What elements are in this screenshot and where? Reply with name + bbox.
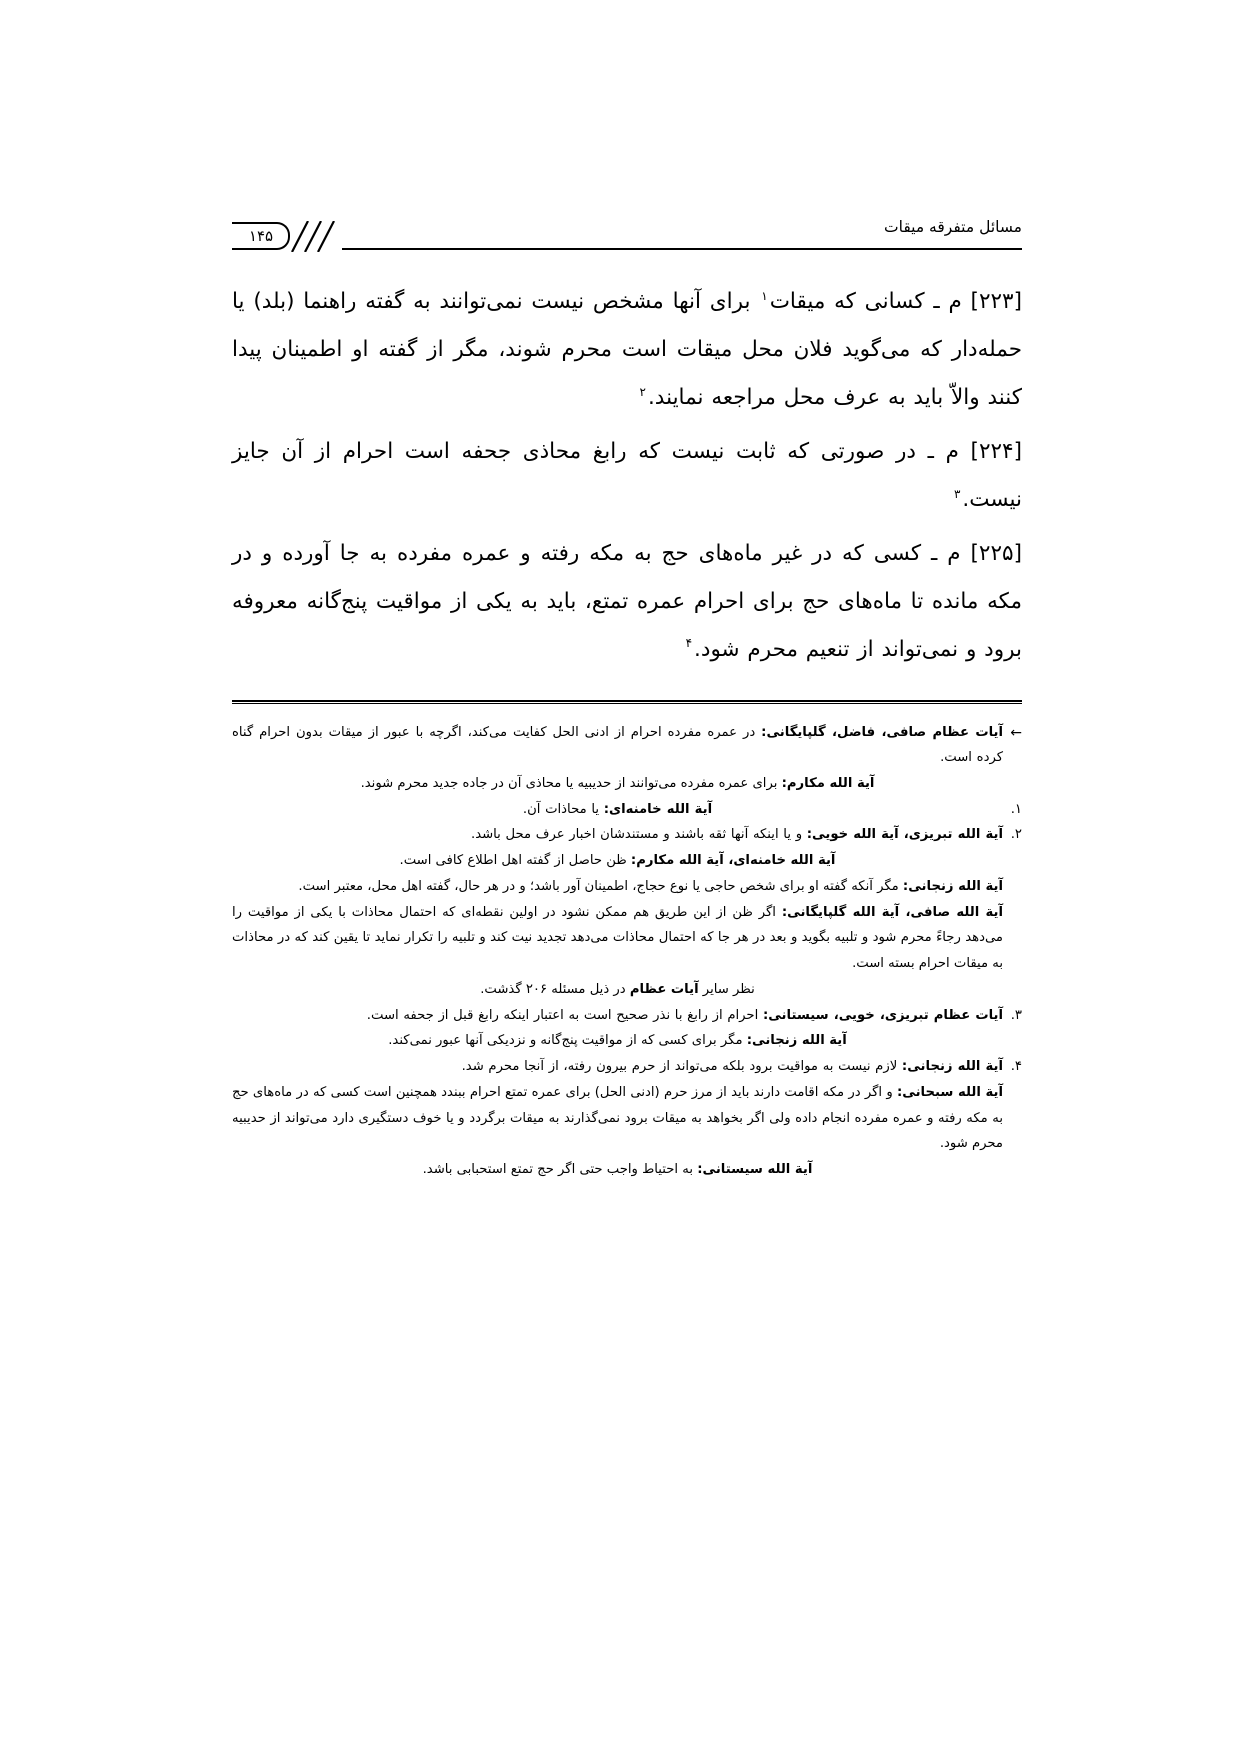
footnote-text: برای عمره مفرده می‌توانند از حدیبیه یا محاذی آن در جاده جدید محرم شوند. [360,775,782,791]
footnote-2-sub-3 [232,977,1003,1003]
masale-225-number: [۲۲۵] م [947,540,1022,566]
footnote-authority: آیة الله مکارم: [781,775,875,791]
footnote-2-body [232,822,1003,848]
footnote-authority: آیة الله سیستانی: [697,1161,813,1177]
footnote-authority: آیات عظام تبریزی، خویی، سیستانی: [762,1007,1003,1023]
footnote-1 [232,797,1022,823]
page-number: ۱۴۵ [248,227,274,245]
header-rule [342,248,1022,250]
footnote-2 [232,822,1022,848]
masale-223-text-middle: برای آنها مشخص نیست نمی‌توانند به گفته راهنما (بلد) یا حمله‌دار که می‌گوید فلان محل میقات است محرم شوند، مگر از گفته او اطمینان پیدا کنند والاّ باید به عرف محل مراجعه نمایند. [232,289,1022,410]
masale-225 [232,530,1022,674]
footnote-text: در عمره مفرده احرام از ادنی الحل کفایت می‌کند، اگرچه با عبور از میقات بدون احرام گناه کرده است. [232,724,1003,766]
footnote-ref-4: ۴ [685,636,693,651]
footnote-text: مگر برای کسی که از مواقیت پنج‌گانه و نزدیکی آنها عبور نمی‌کند. [388,1033,747,1049]
footnote-4 [232,1054,1022,1080]
footnote-separator [232,700,1022,704]
footnote-authority: آیة الله زنجانی: [901,1059,1003,1075]
footnote-text: و یا اینکه آنها ثقه باشند و مستندشان اخبار عرف محل باشد. [471,827,807,843]
body-text [232,278,1022,674]
footnote-2-sub-0 [232,848,1003,874]
footnote-1-marker: ۱. [1010,801,1022,817]
footnote-text: اگر ظن از این طریق هم ممکن نشود در اولین نقطه‌ای که احتمال محاذات با یکی از مواقیت را می‌دهد رجاءً محرم شود و تلبیه بگوید و بعد در هر جا که احتمال محاذات می‌دهد تجدید نیت کند و تلبیه را تکرار نماید تا یقین کند که در محاذات به میقات احرام بسته است. [232,904,1003,972]
footnote-authority: آیة الله زنجانی: [902,878,1003,894]
header-title: مسائل متفرقه میقات [884,218,1022,236]
page-content [232,214,1022,1183]
footnote-2-sub-1 [232,874,1003,900]
footnote-text: به احتیاط واجب حتی اگر حج تمتع استحبابی باشد. [422,1161,698,1177]
footnote-1-body [232,797,1003,823]
footnote-continuation-sub-0 [232,771,1003,797]
footnote-authority: آیة الله سبحانی: [896,1084,1003,1100]
footnote-authority: آیة الله زنجانی: [746,1033,847,1049]
footnote-text: یا محاذات آن. [522,801,604,817]
masale-225-text: کسی که در غیر ماه‌های حج به مکه رفته و عمره مفرده به جا آورده و در مکه مانده تا ماه‌های حج برای احرام عمره تمتع، باید به یکی از مواقیت پنج‌گانه معروفه برود و نمی‌تواند از تنعیم محرم شود. [232,540,1022,662]
footnote-authority: آیة الله تبریزی، آیة الله خویی: [806,827,1003,843]
footnote-4-sub-0 [232,1080,1003,1157]
masale-223 [232,278,1022,422]
masale-224-number: [۲۲۴] م [945,438,1022,464]
footnote-4-marker: ۴. [1010,1059,1022,1075]
footnotes-block [232,720,1022,1183]
footnote-authority: آیة الله صافی، آیة الله گلپایگانی: [781,904,1004,920]
footnote-4-sub-1 [232,1157,1003,1183]
footnote-3-sub-0 [232,1028,1003,1054]
masale-225-dash: ـ [931,540,938,566]
footnote-text: احرام از رابغ با نذر صحیح است به اعتبار اینکه رابغ قبل از جحفه است. [366,1007,763,1023]
footnote-authority: آیات عظام [629,981,699,997]
running-header [232,214,1022,260]
footnote-3-marker: ۳. [1010,1007,1022,1023]
masale-223-text-before: کسانی که میقات [769,289,925,314]
triple-slash-icon [288,221,342,252]
footnote-continuation [232,720,1022,771]
footnote-ref-3: ۳ [953,486,961,501]
masale-224-text: در صورتی که ثابت نیست که رابغ محاذی جحفه است احرام از آن جایز نیست. [232,438,1022,512]
footnote-text: مگر آنکه گفته او برای شخص حاجی یا نوع حجاج، اطمینان آور باشد؛ و در هر حال، گفته اهل محل، معتبر است. [298,878,903,894]
footnote-2-marker: ۲. [1010,827,1022,843]
footnote-3 [232,1003,1022,1029]
folio-badge [232,222,340,252]
footnote-text: و اگر در مکه اقامت دارند باید از مرز حرم (ادنی الحل) برای عمره تمتع احرام ببندد همچنین است کسی که در ماه‌های حج به مکه رفته و عمره مفرده انجام داده ولی اگر بخواهد به میقات برود نمی‌گذارند به میقات برگردد و یا خوف دستگیری دارد می‌تواند از حدیبیه محرم شود. [232,1084,1003,1152]
footnote-authority: آیة الله خامنه‌ای: [603,801,713,817]
footnote-authority: آیة الله خامنه‌ای، آیة الله مکارم: [630,853,836,869]
footnote-cross-ref-text: در ذیل مسئله ۲۰۶ گذشت. [480,981,630,997]
masale-223-number: [۲۲۳] م [948,289,1022,314]
footnote-4-body [232,1054,1003,1080]
masale-224-dash: ـ [927,438,934,464]
footnote-arrow-icon: ← [1010,724,1022,741]
footnote-text: لازم نیست به مواقیت برود بلکه می‌تواند از حرم بیرون رفته، از آنجا محرم شد. [461,1059,902,1075]
footnote-text: ظن حاصل از گفته اهل اطلاع کافی است. [399,853,631,869]
footnote-2-sub-2 [232,900,1003,977]
footnote-3-body [232,1003,1003,1029]
footnote-ref-1: ۱ [761,288,768,303]
masale-224 [232,428,1022,524]
footnote-authority: آیات عظام صافی، فاضل، گلپایگانی: [761,724,1003,740]
footnote-cross-ref-prefix: نظر سایر [698,981,755,997]
masale-223-dash: ـ [933,289,940,314]
footnote-ref-2: ۲ [639,384,646,399]
footnote-continuation-body [232,720,1003,771]
